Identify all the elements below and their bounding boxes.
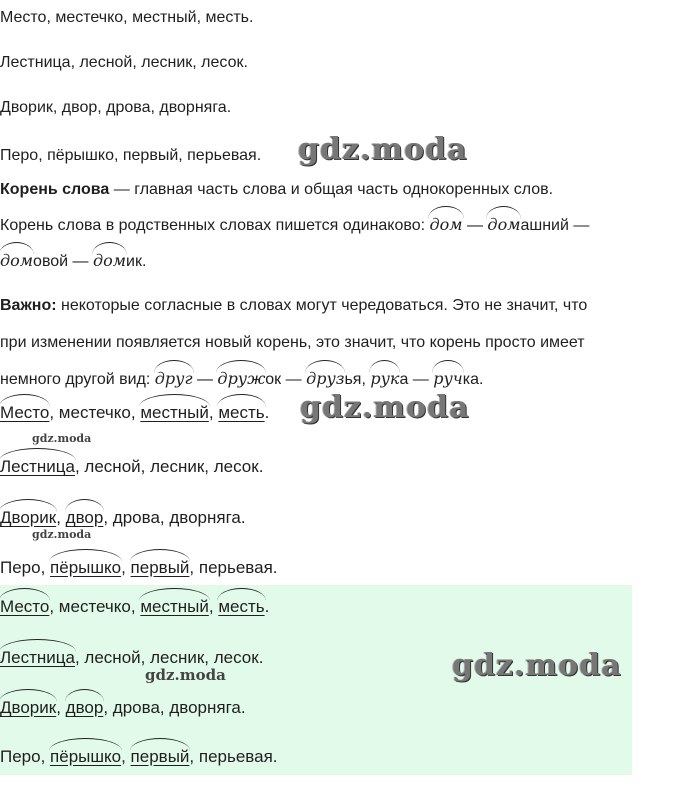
plain-text: , — [208, 403, 219, 422]
root-word: двор — [65, 508, 104, 527]
rule-spelling-line-2 — [0, 251, 146, 272]
important-text: некоторые согласные в словах могут чередоваться. Это не значит, что — [56, 297, 588, 314]
watermark-small: gdz.moda — [32, 432, 92, 445]
root-word: первый — [130, 747, 190, 766]
answer-row-4 — [0, 558, 278, 578]
word-list-3: Дворик, двор, дрова, дворняга. — [0, 99, 232, 116]
rule-term: Корень слова — [0, 181, 110, 198]
plain-text: , перьевая. — [189, 747, 278, 766]
suffix-text: овой — — [33, 253, 93, 270]
root-example: дом — [93, 251, 127, 270]
plain-text: , перьевая. — [189, 558, 278, 577]
plain-text: , лесной, лесник, лесок. — [74, 648, 264, 667]
rule-spelling-line — [0, 215, 589, 236]
root-example: руч — [433, 369, 463, 388]
dash: — — [462, 217, 488, 234]
watermark-small: gdz.moda — [145, 666, 226, 684]
root-example: друж — [217, 369, 266, 388]
root-example: дом — [429, 215, 463, 234]
root-word: местный — [140, 597, 209, 616]
suffix-text: а — — [399, 371, 434, 388]
root-word: пёрышко — [50, 558, 122, 577]
root-example: дом — [487, 215, 521, 234]
plain-text: , — [121, 558, 131, 577]
plain-text: , местечко, — [49, 597, 141, 616]
root-word: пёрышко — [50, 747, 122, 766]
watermark-logo: gdz.moda — [300, 390, 470, 425]
plain-text: , местечко, — [49, 403, 141, 422]
answer-row-3-highlighted — [0, 698, 246, 718]
suffix-text: ка. — [462, 371, 484, 388]
plain-text: , дрова, дворняга. — [103, 508, 246, 527]
plain-text: , — [56, 698, 66, 717]
word-list-4: Перо, пёрышко, первый, перьевая. — [0, 147, 262, 164]
important-line-2: при изменении появляется новый корень, это значит, что корень просто имеет — [0, 334, 585, 351]
answer-row-1-highlighted — [0, 597, 269, 617]
word-list-1: Место, местечко, местный, месть. — [0, 9, 254, 26]
plain-text: , — [56, 508, 66, 527]
important-term: Важно: — [0, 297, 57, 314]
root-word: месть — [218, 597, 265, 616]
root-example: рук — [370, 369, 400, 388]
plain-text: , лесной, лесник, лесок. — [74, 457, 264, 476]
watermark-logo: gdz.moda — [298, 132, 468, 167]
dash: — — [192, 371, 218, 388]
root-word: двор — [65, 698, 104, 717]
root-word: месть — [218, 403, 265, 422]
plain-text: , дрова, дворняга. — [103, 698, 246, 717]
answer-row-4-highlighted — [0, 747, 278, 767]
answer-row-3 — [0, 508, 246, 528]
important-line-3 — [0, 369, 483, 390]
important-text: немного другой вид: — [0, 371, 155, 388]
word-list-2: Лестница, лесной, лесник, лесок. — [0, 54, 248, 71]
root-word: первый — [130, 558, 190, 577]
suffix-text: ья, — [344, 371, 371, 388]
plain-text: , — [121, 747, 131, 766]
root-word: местный — [140, 403, 209, 422]
suffix-text: ик. — [126, 253, 147, 270]
watermark-small: gdz.moda — [32, 528, 92, 541]
root-word: Дворик — [0, 698, 57, 717]
root-word: Дворик — [0, 508, 57, 527]
answer-row-2 — [0, 457, 263, 477]
root-example: дом — [0, 251, 34, 270]
important-line-1 — [0, 296, 587, 316]
rule-definition — [0, 180, 553, 200]
plain-text: Перо, — [0, 558, 51, 577]
root-example: друг — [154, 369, 193, 388]
suffix-text: ок — — [265, 371, 307, 388]
rule-spelling-text: Корень слова в родственных словах пишется одинаково: — [0, 217, 430, 234]
watermark-logo: gdz.moda — [452, 648, 622, 683]
plain-text: . — [264, 403, 270, 422]
rule-text: — главная часть слова и общая часть однокоренных слов. — [109, 181, 554, 198]
answer-row-1 — [0, 403, 269, 423]
root-word: Место — [0, 597, 50, 616]
answer-row-2-highlighted — [0, 648, 263, 668]
plain-text: . — [264, 597, 270, 616]
root-example: друз — [306, 369, 345, 388]
root-word: Лестница — [0, 648, 75, 667]
root-word: Место — [0, 403, 50, 422]
suffix-text: ашний — — [520, 217, 590, 234]
plain-text: Перо, — [0, 747, 51, 766]
root-word: Лестница — [0, 457, 75, 476]
plain-text: , — [208, 597, 219, 616]
